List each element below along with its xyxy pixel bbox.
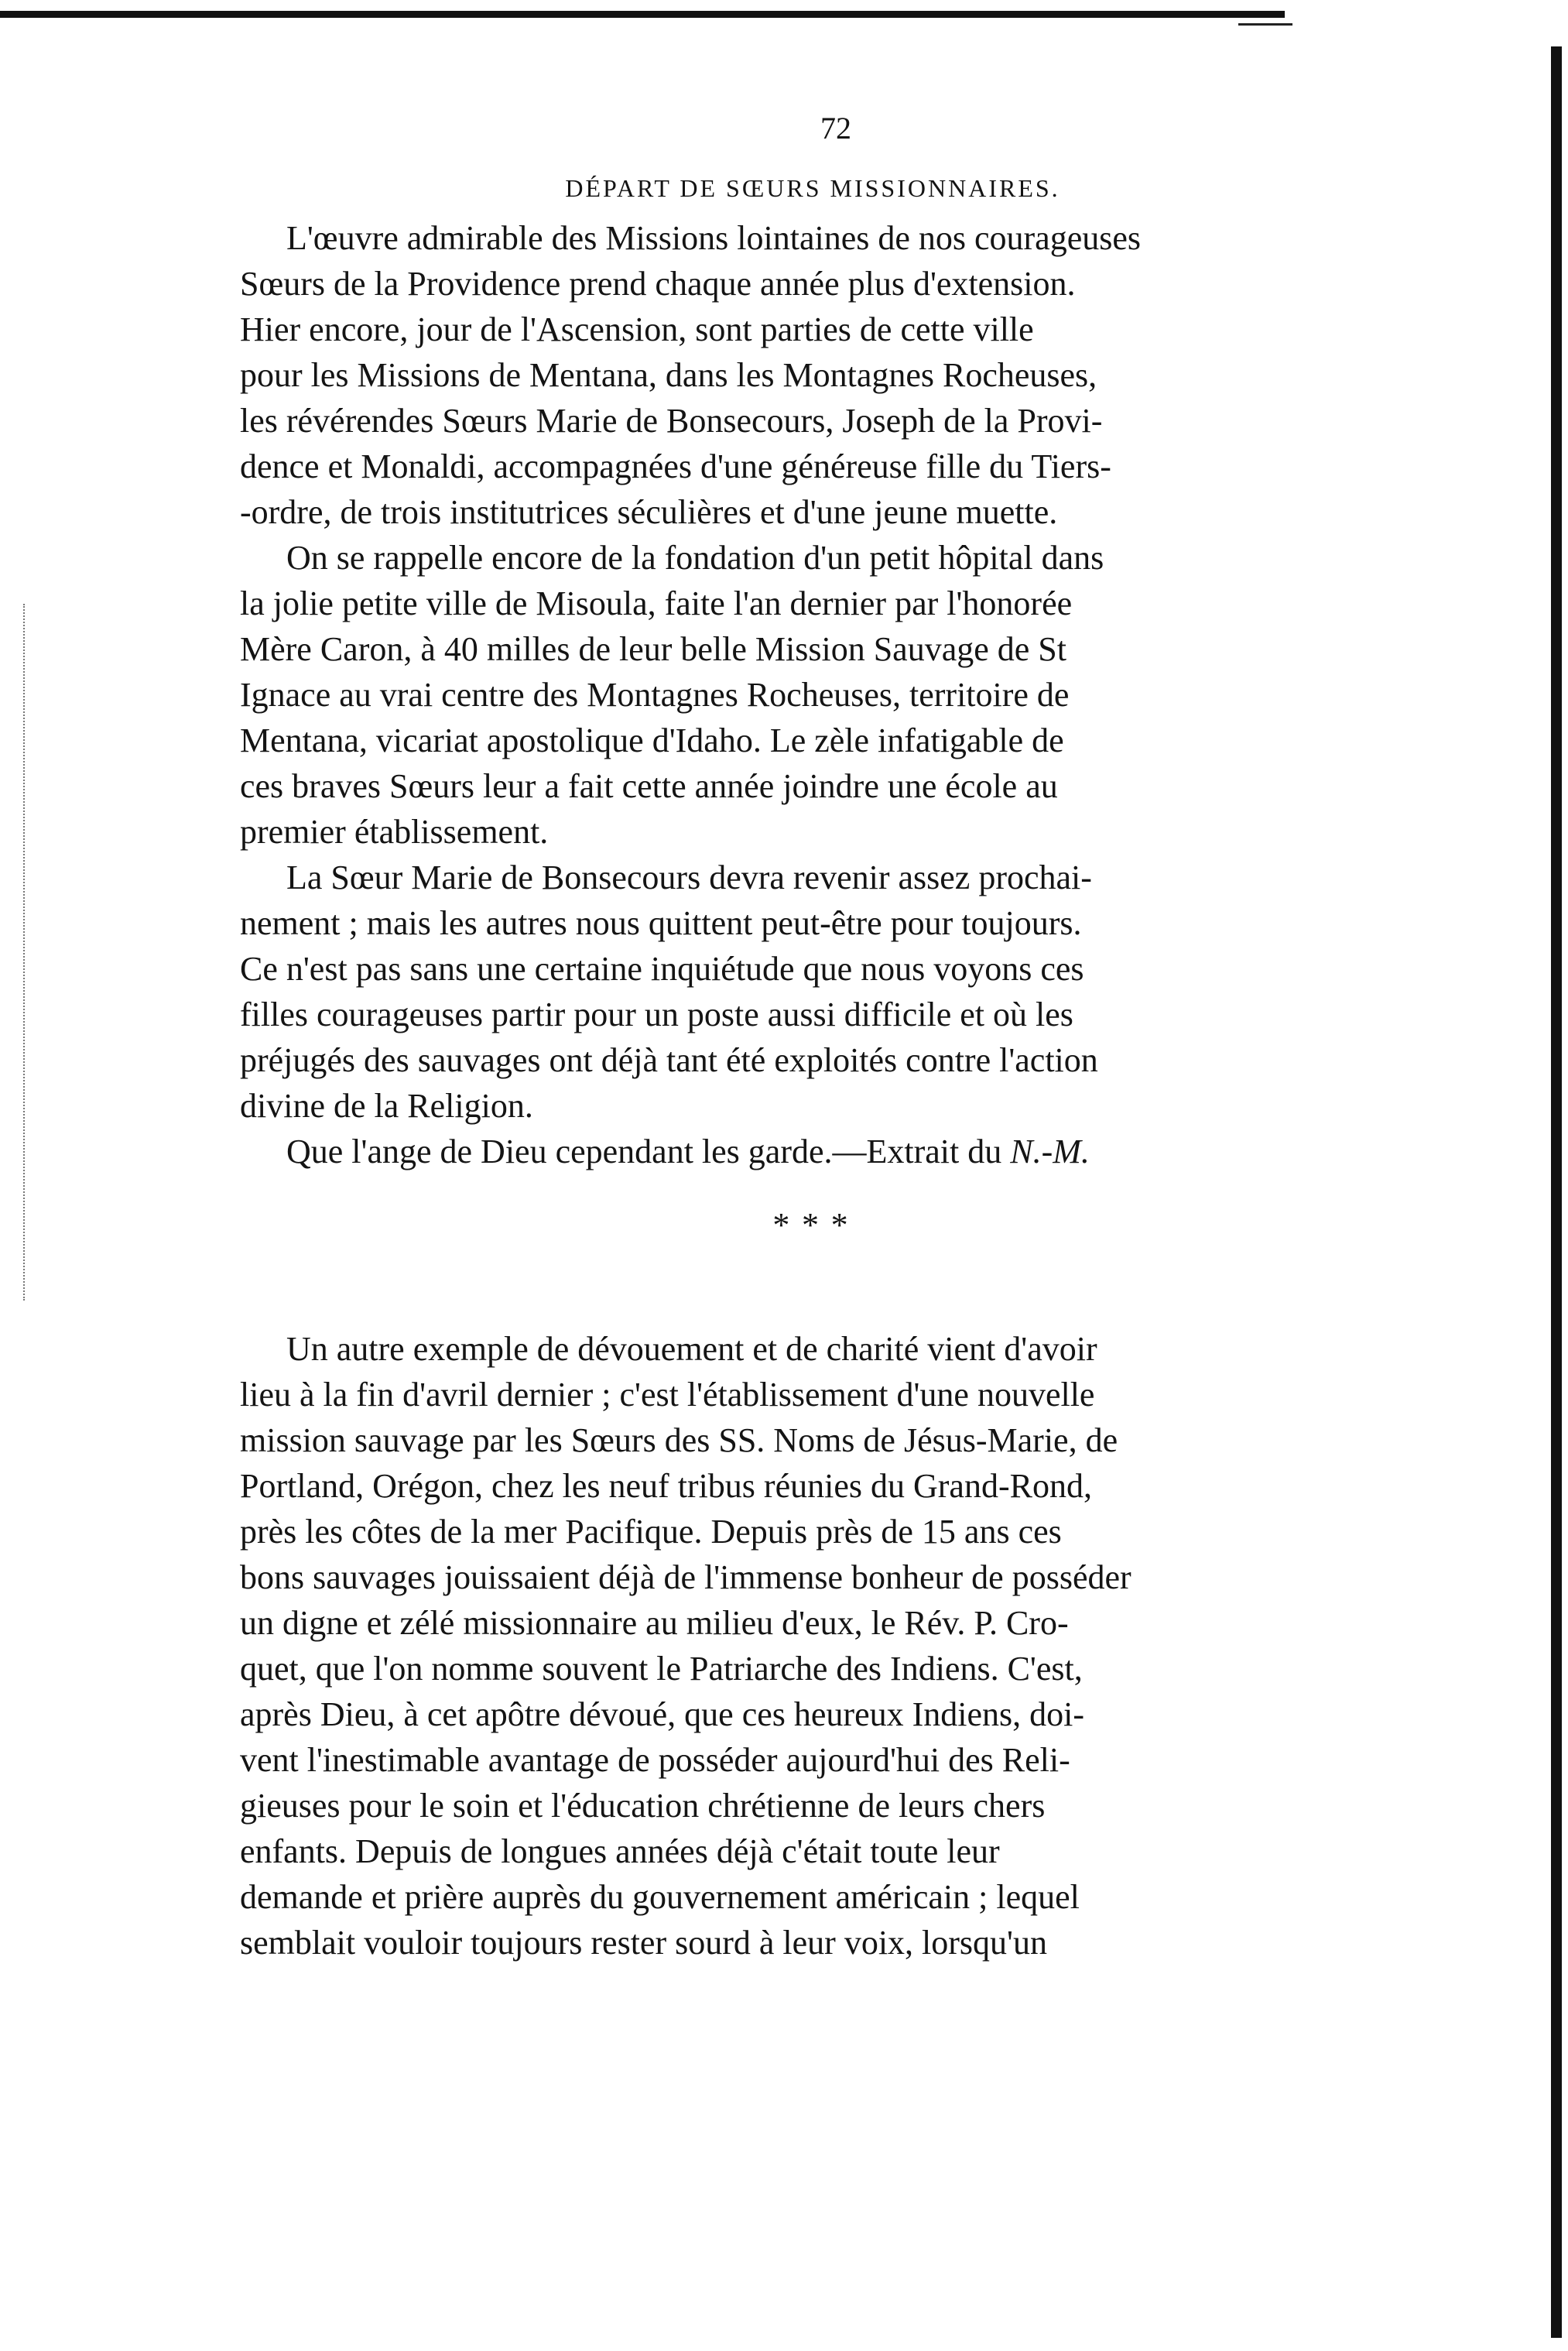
text-line <box>240 1874 1385 1920</box>
text-line-content: la jolie petite ville de Misoula, faite l'an dernier par l'honorée <box>240 584 1073 622</box>
text-line-content: gieuses pour le soin et l'éducation chrétienne de leurs chers <box>240 1787 1046 1825</box>
text-line <box>240 626 1385 672</box>
text-line <box>240 1326 1385 1372</box>
text-line-content: après Dieu, à cet apôtre dévoué, que ces heureux Indiens, doi- <box>240 1695 1084 1733</box>
text-line-content: près les côtes de la mer Pacifique. Depuis près de 15 ans ces <box>240 1513 1062 1551</box>
text-line <box>240 444 1385 489</box>
text-line-content: enfants. Depuis de longues années déjà c'était toute leur <box>240 1832 1000 1870</box>
text-line-content: un digne et zélé missionnaire au milieu d'eux, le Rév. P. Cro- <box>240 1604 1069 1642</box>
text-line-content: La Sœur Marie de Bonsecours devra revenir assez prochai- <box>286 858 1092 896</box>
text-line-content: Que l'ange de Dieu cependant les garde.—Extrait du <box>286 1133 1002 1170</box>
text-line-content: mission sauvage par les Sœurs des SS. Noms de Jésus-Marie, de <box>240 1421 1118 1459</box>
text-line <box>240 855 1385 900</box>
text-line <box>240 1783 1385 1828</box>
paragraph <box>240 535 1385 855</box>
text-line-content: quet, que l'on nomme souvent le Patriarche des Indiens. C'est, <box>240 1650 1083 1688</box>
text-line <box>240 1920 1385 1965</box>
text-line <box>240 535 1385 581</box>
page-number: 72 <box>820 111 851 146</box>
text-line-content: premier établissement. <box>240 813 549 851</box>
text-line <box>240 1129 1385 1174</box>
text-line <box>240 900 1385 946</box>
text-line <box>240 398 1385 444</box>
text-line-content: bons sauvages jouissaient déjà de l'immense bonheur de posséder <box>240 1558 1131 1596</box>
text-line-content: ces braves Sœurs leur a fait cette année joindre une école au <box>240 767 1058 805</box>
text-line <box>240 1509 1385 1554</box>
text-line <box>240 352 1385 398</box>
text-line <box>240 581 1385 626</box>
text-line <box>240 992 1385 1037</box>
section-separator-asterism: * * * <box>772 1206 853 1244</box>
document-page <box>240 101 1385 2330</box>
text-line-content: Portland, Orégon, chez les neuf tribus réunies du Grand-Rond, <box>240 1467 1092 1505</box>
text-line <box>240 1372 1385 1417</box>
text-line <box>240 1083 1385 1129</box>
text-line <box>240 261 1385 307</box>
text-line-content: Mère Caron, à 40 milles de leur belle Mission Sauvage de St <box>240 630 1066 668</box>
text-line-content: lieu à la fin d'avril dernier ; c'est l'établissement d'une nouvelle <box>240 1376 1095 1414</box>
text-line <box>240 215 1385 261</box>
text-line <box>240 1037 1385 1083</box>
text-line-content: Hier encore, jour de l'Ascension, sont parties de cette ville <box>240 310 1034 348</box>
top-border-tick <box>1238 23 1292 26</box>
paragraph <box>240 1129 1385 1174</box>
text-line <box>240 1737 1385 1783</box>
text-line <box>240 718 1385 763</box>
text-line-content: vent l'inestimable avantage de posséder aujourd'hui des Reli- <box>240 1741 1070 1779</box>
paragraph <box>240 855 1385 1129</box>
text-line <box>240 489 1385 535</box>
text-line-content: Sœurs de la Providence prend chaque année plus d'extension. <box>240 265 1076 303</box>
text-line-content: préjugés des sauvages ont déjà tant été exploités contre l'action <box>240 1041 1098 1079</box>
text-line <box>240 1417 1385 1463</box>
text-line <box>240 763 1385 809</box>
text-line-content: Ignace au vrai centre des Montagnes Rocheuses, territoire de <box>240 676 1070 714</box>
paragraph <box>240 1326 1385 1965</box>
text-line <box>240 809 1385 855</box>
text-line <box>240 1600 1385 1646</box>
text-line-content: On se rappelle encore de la fondation d'un petit hôpital dans <box>286 539 1104 577</box>
text-line-content: -ordre, de trois institutrices séculières et d'une jeune muette. <box>240 493 1058 531</box>
text-line <box>240 946 1385 992</box>
text-line-content: pour les Missions de Mentana, dans les Montagnes Rocheuses, <box>240 356 1097 394</box>
source-signature: N.-M. <box>1010 1133 1090 1170</box>
margin-scan-marks <box>23 604 33 1301</box>
page-edge-shadow <box>1551 46 1562 2338</box>
text-line-content: Mentana, vicariat apostolique d'Idaho. Le zèle infatigable de <box>240 721 1064 759</box>
text-line <box>240 307 1385 352</box>
text-line <box>240 672 1385 718</box>
paragraph <box>240 215 1385 535</box>
text-line-content: divine de la Religion. <box>240 1087 533 1125</box>
body-text <box>240 215 1385 1965</box>
text-line <box>240 1646 1385 1691</box>
text-line-content: les révérendes Sœurs Marie de Bonsecours, Joseph de la Provi- <box>240 402 1103 440</box>
text-line-content: Un autre exemple de dévouement et de charité vient d'avoir <box>286 1330 1097 1368</box>
text-line-content: nement ; mais les autres nous quittent peut-être pour toujours. <box>240 904 1082 942</box>
top-border-rule <box>0 11 1285 18</box>
text-line-content: filles courageuses partir pour un poste aussi difficile et où les <box>240 996 1073 1033</box>
text-line-content: L'œuvre admirable des Missions lointaines de nos courageuses <box>286 219 1142 257</box>
text-line-content: demande et prière auprès du gouvernement américain ; lequel <box>240 1878 1080 1916</box>
separator-spacing <box>240 1280 1385 1326</box>
text-line <box>240 1463 1385 1509</box>
text-line-content: Ce n'est pas sans une certaine inquiétude que nous voyons ces <box>240 950 1084 988</box>
text-line <box>240 1828 1385 1874</box>
section-title: DÉPART DE SŒURS MISSIONNAIRES. <box>565 174 1060 202</box>
text-line-content: semblait vouloir toujours rester sourd à leur voix, lorsqu'un <box>240 1924 1047 1962</box>
text-line-content: dence et Monaldi, accompagnées d'une généreuse fille du Tiers- <box>240 447 1111 485</box>
text-line <box>240 1554 1385 1600</box>
text-line <box>240 1691 1385 1737</box>
